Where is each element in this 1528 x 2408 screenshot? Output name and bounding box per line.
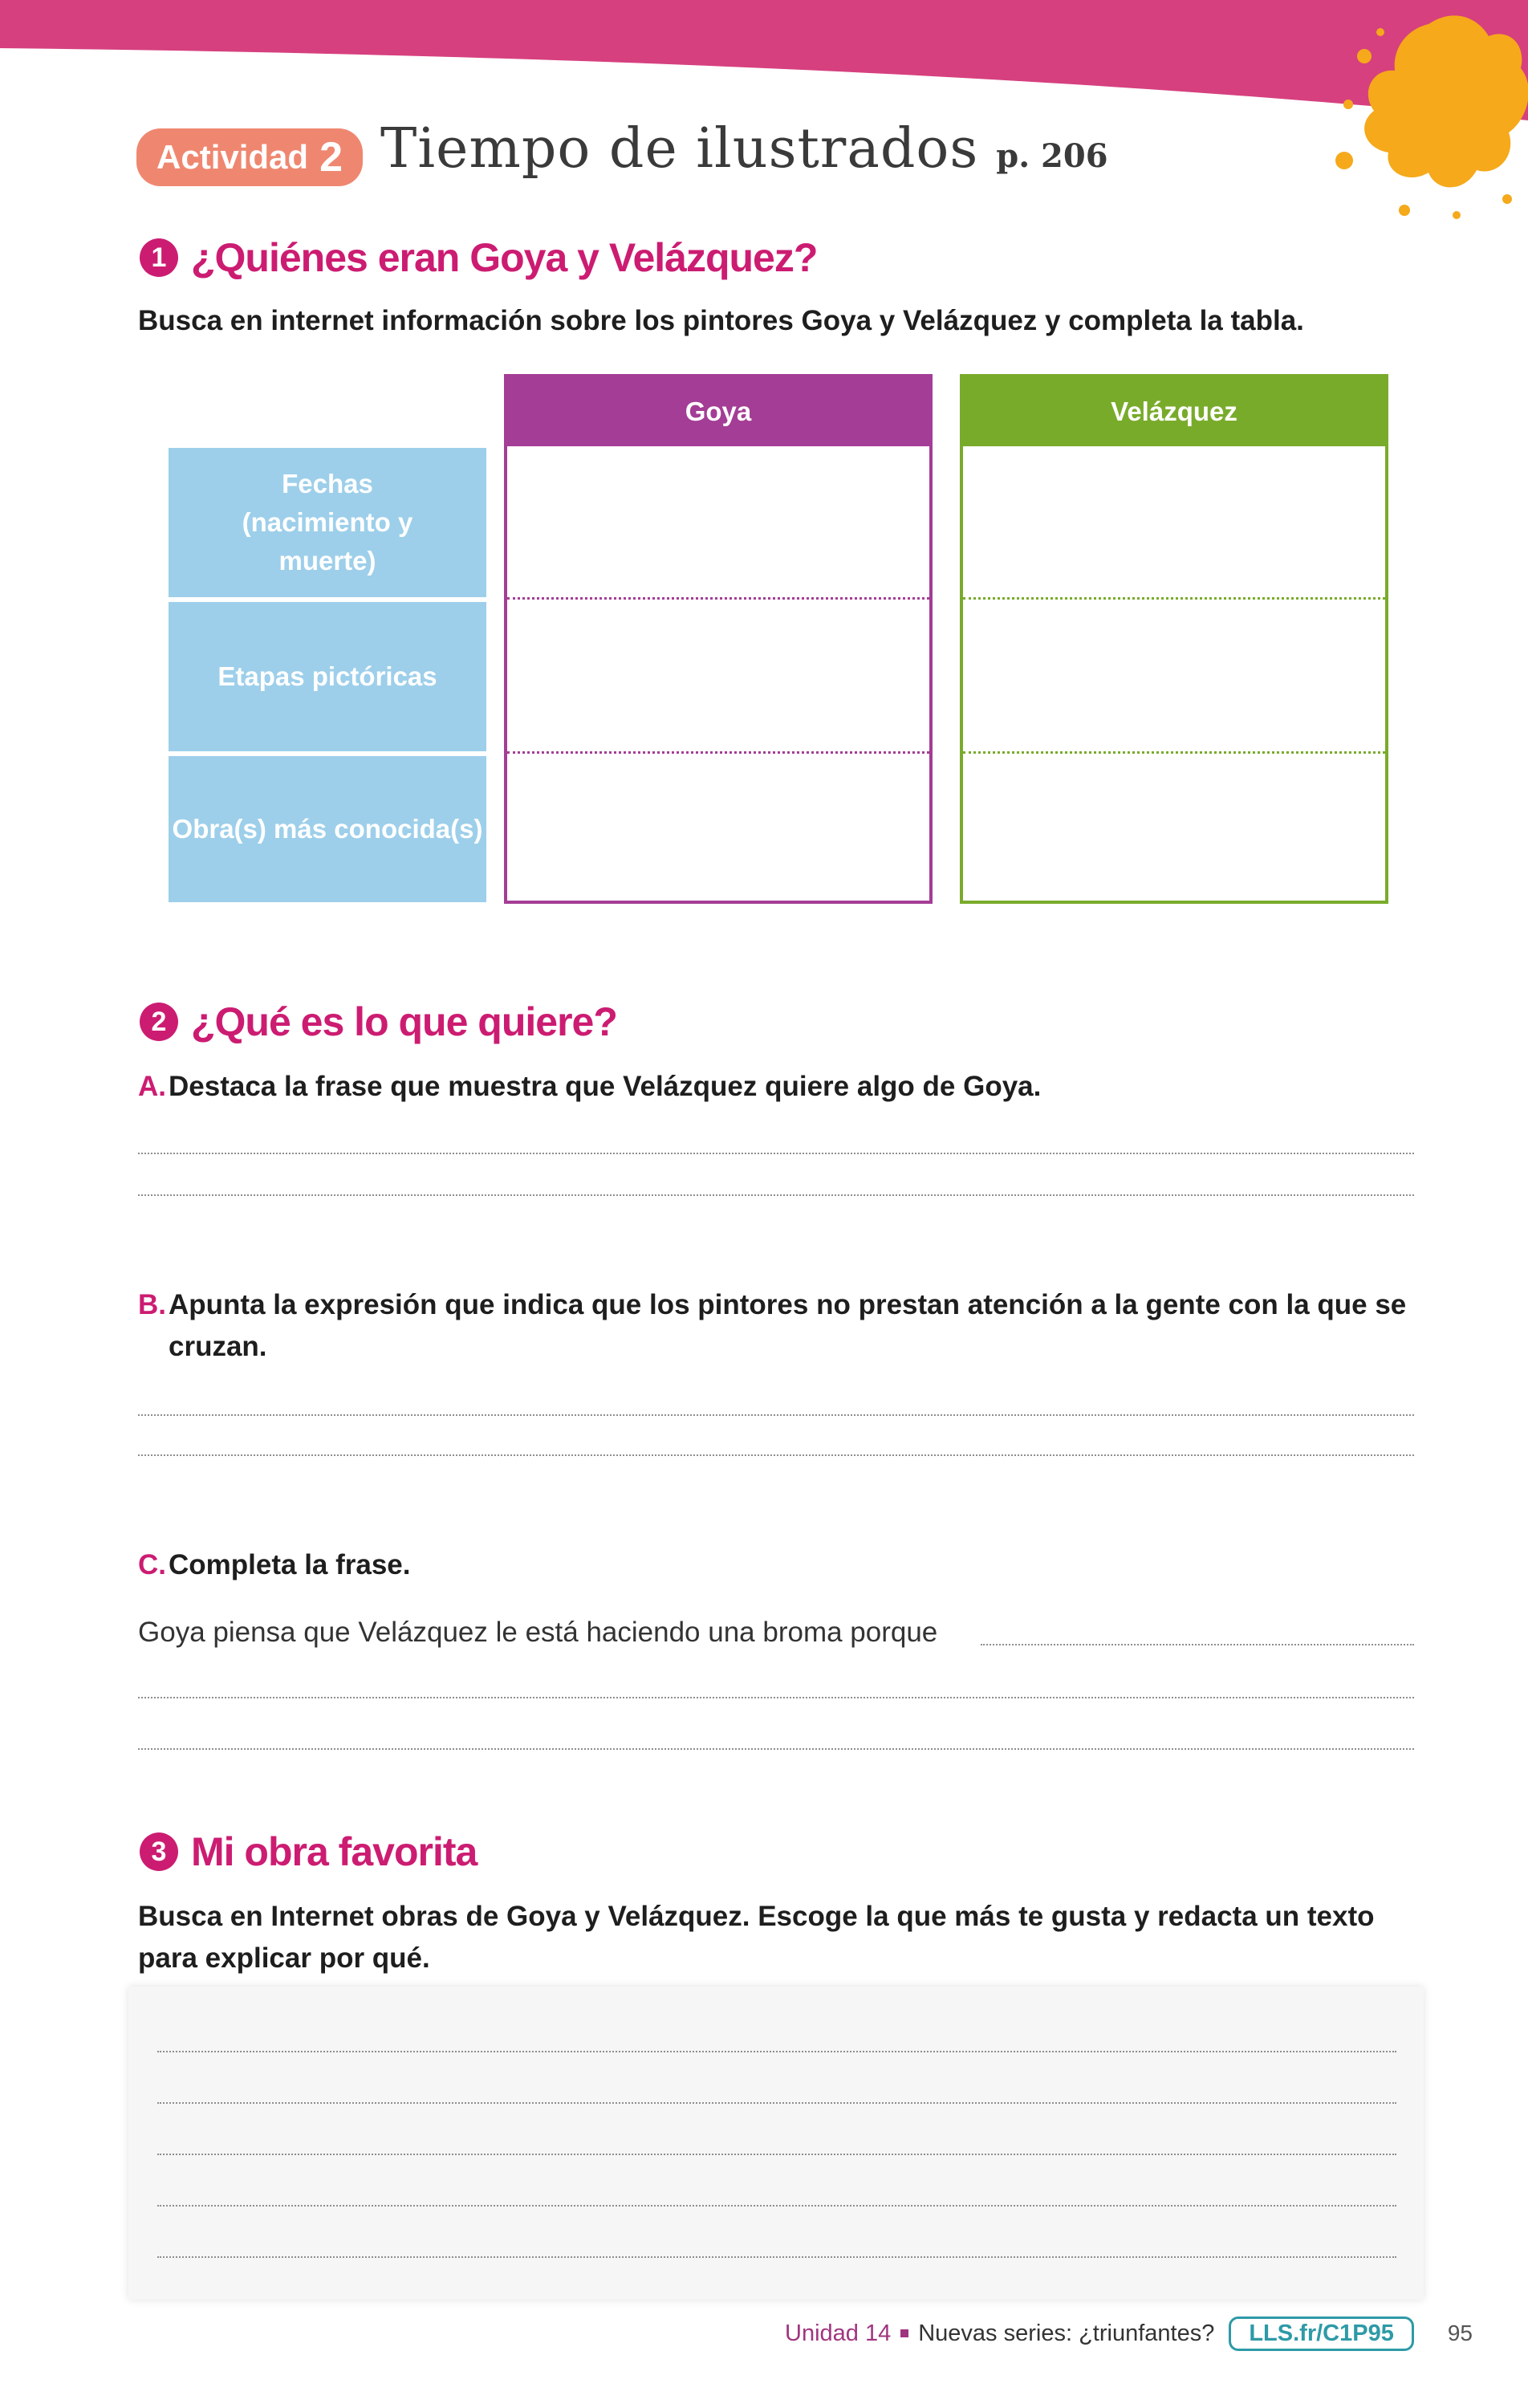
column-header-velazquez	[960, 374, 1388, 449]
header-banner	[0, 0, 1528, 128]
section-3-instruction: Busca en Internet obras de Goya y Velázquez. Escoge la que más te gusta y redacta un texto para explicar por qué.	[138, 1901, 1375, 1974]
question-a-text: Destaca la frase que muestra que Velázquez quiere algo de Goya.	[169, 1071, 1042, 1102]
section-2-heading	[140, 999, 617, 1045]
footer-unit: Unidad 14	[785, 2320, 892, 2346]
section-1-instruction: Busca en internet información sobre los pintores Goya y Velázquez y completa la tabla.	[138, 305, 1304, 336]
row-header-dates-label: Fechas (nacimiento y muerte)	[242, 469, 413, 576]
section-1-number: 1	[140, 238, 178, 277]
page-footer	[785, 2312, 1473, 2355]
goya-cell-divider	[507, 597, 929, 600]
section-3-heading	[140, 1828, 477, 1875]
question-c-text: Completa la frase.	[169, 1549, 411, 1580]
question-a	[138, 1066, 1422, 1108]
answer-line[interactable]	[138, 1153, 1414, 1154]
question-c-letter: C.	[138, 1549, 166, 1580]
question-b	[138, 1284, 1422, 1368]
activity-label: Actividad	[156, 138, 309, 176]
page-title-text: Tiempo de ilustrados	[380, 117, 979, 181]
question-b-letter: B.	[138, 1289, 166, 1320]
sentence-to-complete: Goya piensa que Velázquez le está haciendo una broma porque	[138, 1617, 938, 1648]
footer-link[interactable]: LLS.fr/C1P95	[1229, 2316, 1414, 2351]
writing-area[interactable]	[128, 1987, 1424, 2300]
section-1-heading	[140, 234, 817, 281]
row-header-stages-label: Etapas pictóricas	[217, 661, 437, 691]
footer-series: Nuevas series: ¿triunfantes?	[918, 2320, 1215, 2346]
velazquez-cell-divider	[963, 597, 1385, 600]
answer-line[interactable]	[157, 2256, 1396, 2258]
paint-splash-decoration	[1316, 0, 1528, 241]
answer-line[interactable]	[981, 1644, 1414, 1645]
section-1-title: ¿Quiénes eran Goya y Velázquez?	[191, 235, 818, 280]
row-header-stages	[169, 602, 486, 751]
answer-line[interactable]	[157, 2051, 1396, 2052]
answer-line[interactable]	[157, 2205, 1396, 2207]
question-a-letter: A.	[138, 1071, 166, 1102]
column-header-goya	[504, 374, 933, 449]
goya-answer-column	[504, 446, 933, 904]
activity-number: 2	[319, 134, 343, 181]
velazquez-answer-column	[960, 446, 1388, 904]
column-header-goya-label: Goya	[685, 397, 752, 426]
answer-line[interactable]	[138, 1748, 1414, 1750]
page-number: 95	[1447, 2321, 1473, 2345]
activity-badge	[136, 128, 363, 186]
page-title	[380, 117, 1108, 197]
answer-line[interactable]	[138, 1414, 1414, 1416]
row-header-dates	[169, 448, 486, 597]
answer-line[interactable]	[138, 1454, 1414, 1456]
question-b-text: Apunta la expresión que indica que los pintores no prestan atención a la gente con la que se cruzan.	[169, 1289, 1407, 1362]
row-header-works-label: Obra(s) más conocida(s)	[172, 814, 483, 844]
page-reference: p. 206	[996, 137, 1108, 175]
question-c	[138, 1544, 1422, 1586]
footer-bullet	[900, 2329, 908, 2337]
goya-cell-divider	[507, 751, 929, 754]
section-2-number: 2	[140, 1003, 178, 1041]
answer-line[interactable]	[157, 2154, 1396, 2155]
answer-line[interactable]	[138, 1697, 1414, 1698]
section-2-title: ¿Qué es lo que quiere?	[191, 999, 617, 1044]
velazquez-cell-divider	[963, 751, 1385, 754]
answer-line[interactable]	[157, 2102, 1396, 2104]
section-3-number: 3	[140, 1832, 178, 1871]
row-header-works	[169, 756, 486, 902]
column-header-velazquez-label: Velázquez	[1111, 397, 1237, 426]
section-3-title: Mi obra favorita	[191, 1829, 478, 1874]
answer-line[interactable]	[138, 1194, 1414, 1196]
